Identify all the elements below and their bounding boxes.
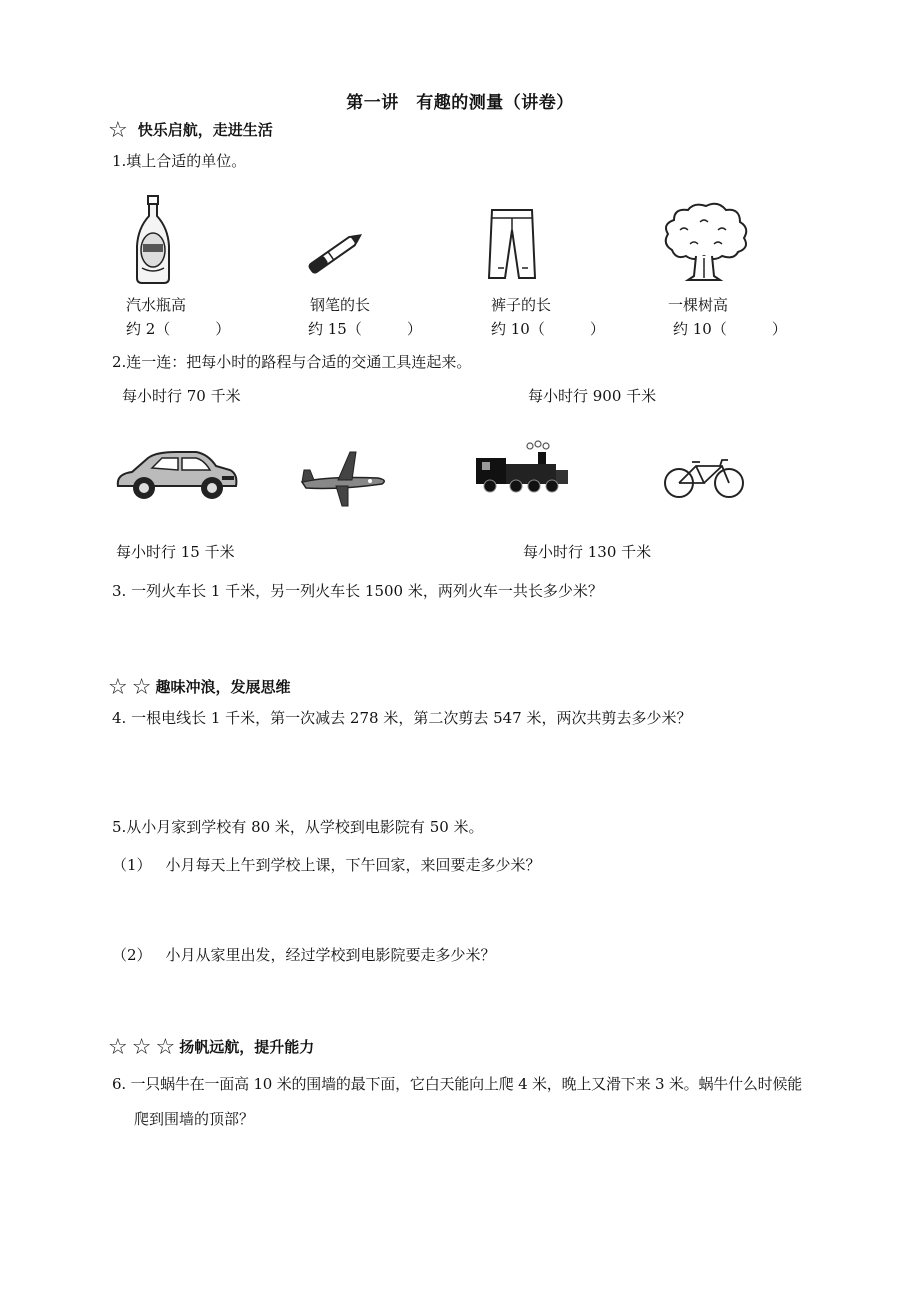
star-icon: ☆ (131, 675, 152, 700)
section-heading-1 (108, 118, 273, 143)
bicycle-icon (662, 458, 746, 500)
item-label: 汽水瓶高 (126, 296, 187, 314)
star-icon: ☆ (108, 1035, 128, 1060)
section-heading-3 (108, 1035, 314, 1060)
part-number: （1） (112, 856, 152, 874)
unit-blank[interactable]: 约 15（ ） (308, 320, 422, 338)
section-heading-2 (108, 675, 290, 700)
speed-label: 每小时行 70 千米 (122, 387, 241, 405)
part-text: 小月从家里出发，经过学校到电影院要走多少米？ (165, 946, 496, 964)
question-5-part-1 (112, 854, 541, 875)
question-4: 4. 一根电线长 1 千米，第一次减去 278 米，第二次剪去 547 米，两次共剪去多少米？ (112, 709, 692, 727)
tree-icon (660, 200, 750, 284)
section-label: 趣味冲浪，发展思维 (155, 678, 291, 696)
star-icon: ☆ (108, 675, 128, 700)
speed-label: 每小时行 130 千米 (523, 543, 652, 561)
speed-label: 每小时行 15 千米 (116, 543, 235, 561)
train-icon (472, 440, 572, 496)
question-6-line-1: 6. 一只蜗牛在一面高 10 米的围墙的最下面，它白天能向上爬 4 米，晚上又滑下来 3 米。蜗牛什么时候能 (112, 1075, 803, 1093)
part-text: 小月每天上午到学校上课，下午回家，来回要走多少米？ (165, 856, 541, 874)
item-label: 一棵树高 (668, 296, 729, 314)
car-icon (112, 448, 240, 504)
question-1: 1.填上合适的单位。 (112, 152, 247, 170)
question-6-line-2: 爬到围墙的顶部？ (134, 1110, 255, 1128)
airplane-icon (298, 448, 388, 510)
star-icon: ☆ (155, 1035, 176, 1060)
star-icon: ☆ (131, 1035, 152, 1060)
page-title: 第一讲 有趣的测量（讲卷） (346, 93, 574, 113)
bottle-icon (128, 194, 178, 286)
pen-icon (300, 228, 370, 278)
speed-label: 每小时行 900 千米 (528, 387, 657, 405)
question-5-part-2 (112, 944, 496, 965)
section-label: 扬帆远航，提升能力 (179, 1038, 315, 1056)
question-5: 5.从小月家到学校有 80 米，从学校到电影院有 50 米。 (112, 818, 484, 836)
item-label: 裤子的长 (491, 296, 552, 314)
question-2: 2.连一连：把每小时的路程与合适的交通工具连起来。 (112, 353, 472, 371)
section-label: 快乐启航，走进生活 (137, 121, 273, 139)
unit-blank[interactable]: 约 2（ ） (126, 320, 231, 338)
item-label: 钢笔的长 (310, 296, 371, 314)
star-icon: ☆ (108, 118, 128, 143)
unit-blank[interactable]: 约 10（ ） (491, 320, 605, 338)
question-3: 3. 一列火车长 1 千米，另一列火车长 1500 米，两列火车一共长多少米？ (112, 582, 603, 600)
part-number: （2） (112, 946, 152, 964)
pants-icon (482, 206, 542, 282)
unit-blank[interactable]: 约 10（ ） (673, 320, 787, 338)
